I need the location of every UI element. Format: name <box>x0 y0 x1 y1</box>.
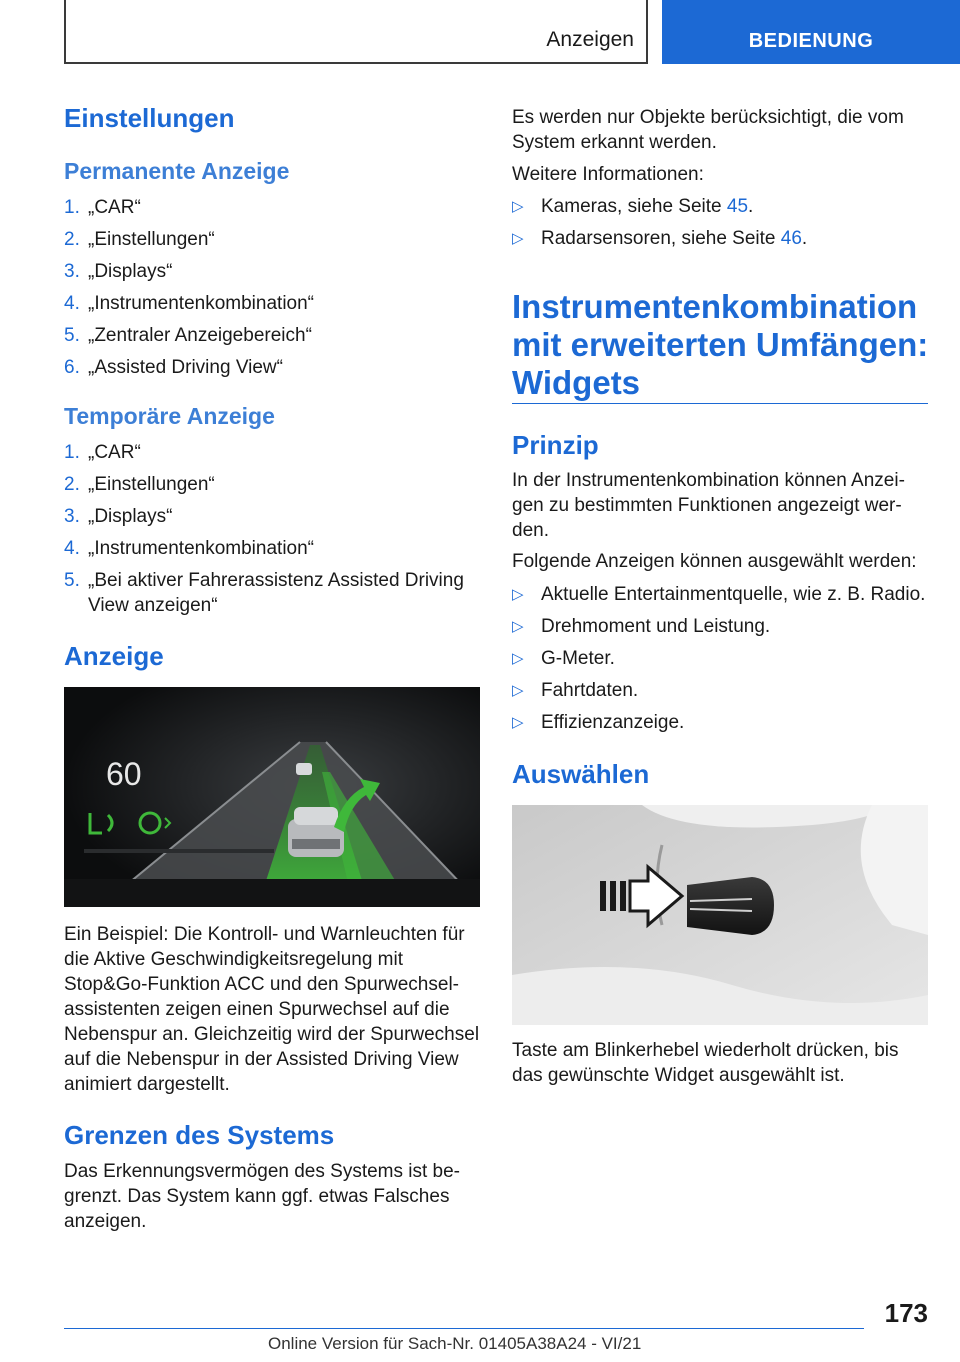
list-item: 2. „Einstellungen“ <box>64 474 215 495</box>
settings-title: Einstellungen <box>64 103 235 133</box>
display-heading: Anzeige <box>64 641 164 671</box>
triangle-bullet-icon: ▷ <box>512 650 524 667</box>
list-item: ▷ G-Meter. <box>512 648 615 669</box>
section-divider <box>512 403 928 404</box>
page-link[interactable]: 45 <box>726 196 749 217</box>
triangle-bullet-icon: ▷ <box>512 198 524 215</box>
list-item: ▷ Drehmoment und Leistung. <box>512 616 771 637</box>
speed-readout: 60 <box>106 756 142 792</box>
list-item: 2. „Einstellungen“ <box>64 229 215 250</box>
list-item: 4. „Instrumentenkombination“ <box>64 293 314 314</box>
list-item: 1. „CAR“ <box>64 197 141 218</box>
footer-divider <box>64 1328 864 1329</box>
triangle-bullet-icon: ▷ <box>512 682 524 699</box>
header-section-tab <box>64 0 648 64</box>
principle-heading: Prinzip <box>512 430 599 460</box>
principle-text: In der Instrumentenkombination können Anzei-gen zu bestimmten Funktionen angezeigt wer-den. <box>512 470 905 541</box>
turn-signal-lever-image <box>512 805 928 1025</box>
list-item: ▷ Kameras, siehe Seite 45. <box>512 196 754 217</box>
page-link[interactable]: 46 <box>780 228 802 249</box>
select-heading: Auswählen <box>512 759 650 789</box>
permanent-display-heading: Permanente Anzeige <box>64 158 290 184</box>
list-item: 5. „Zentraler Anzeigebereich“ <box>64 325 312 346</box>
temporary-display-heading: Temporäre Anzeige <box>64 403 275 429</box>
list-item: 6. „Assisted Driving View“ <box>64 357 283 378</box>
list-item: 3. „Displays“ <box>64 506 173 527</box>
triangle-bullet-icon: ▷ <box>512 714 524 731</box>
select-caption: Taste am Blinkerhebel wiederholt drücken, bis das gewünschte Widget ausgewählt ist. <box>512 1040 899 1086</box>
list-item: 4. „Instrumentenkombination“ <box>64 538 314 559</box>
assisted-driving-view-image <box>64 687 480 907</box>
more-info-label: Weitere Informationen: <box>512 164 704 185</box>
triangle-bullet-icon: ▷ <box>512 586 524 603</box>
footer-version-text: Online Version für Sach-Nr. 01405A38A24 - VI/21 <box>268 1334 642 1353</box>
assisted-driving-view-illustration <box>64 687 480 907</box>
list-item: ▷ Fahrtdaten. <box>512 680 639 701</box>
turn-signal-lever-illustration <box>512 805 928 1025</box>
header-chapter-label: BEDIENUNG <box>748 30 874 52</box>
selectable-displays-intro: Folgende Anzeigen können ausgewählt werden: <box>512 551 917 572</box>
display-caption: Ein Beispiel: Die Kontroll- und Warnleuchten für die Aktive Geschwindigkeitsregelung mit Stop&Go-Funktion ACC und den Spurwechsel-assistenten zeigen einen Spurwechsel auf die Nebenspur an. Gleichzeitig wird der Spurwechsel auf die Nebenspur in der Assisted Driving View animiert dargestellt. <box>64 924 480 1095</box>
objects-note: Es werden nur Objekte berücksichtigt, die vom System erkannt werden. <box>512 107 904 153</box>
triangle-bullet-icon: ▷ <box>512 230 524 247</box>
widget-options-list <box>512 582 930 742</box>
list-item: 1. „CAR“ <box>64 442 141 463</box>
list-item: ▷ Aktuelle Entertainmentquelle, wie z. B. Radio. <box>512 584 926 605</box>
page-number: 173 <box>884 1298 928 1328</box>
widgets-section-title: Instrumentenkombination mit erweiterten Umfängen: Widgets <box>512 288 929 401</box>
permanent-display-steps <box>64 195 484 387</box>
header-chapter-tab <box>662 0 960 64</box>
list-item: 5. „Bei aktiver Fahrerassistenz Assisted Driving View anzeigen“ <box>64 570 464 616</box>
triangle-bullet-icon: ▷ <box>512 618 524 635</box>
system-limits-heading: Grenzen des Systems <box>64 1120 335 1150</box>
list-item: 3. „Displays“ <box>64 261 173 282</box>
system-limits-text: Das Erkennungsvermögen des Systems ist be-grenzt. Das System kann ggf. etwas Falsches anzeigen. <box>64 1161 461 1232</box>
list-item: ▷ Radarsensoren, siehe Seite 46. <box>512 228 808 249</box>
header-section-label: Anzeigen <box>546 28 634 51</box>
temporary-display-steps <box>64 440 484 625</box>
list-item: ▷ Effizienzanzeige. <box>512 712 685 733</box>
reference-list <box>512 194 928 258</box>
